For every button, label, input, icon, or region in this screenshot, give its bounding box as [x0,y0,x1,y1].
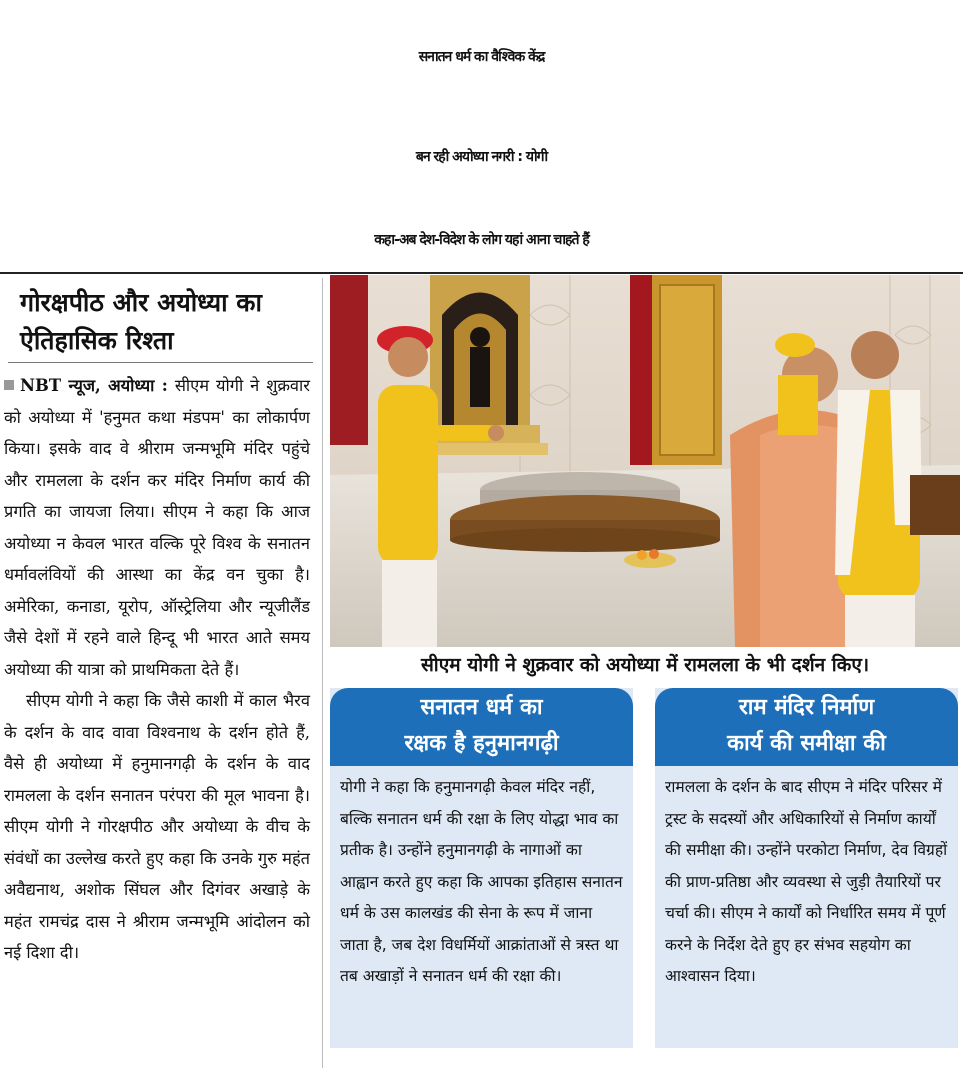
box-ram-mandir-header [655,688,958,766]
sub-headline: कहा-अब देश-विदेश के लोग यहां आना चाहते हैं [374,232,589,248]
box-hanumangarhi-title-1: सनातन धर्म का [420,695,543,720]
box-hanumangarhi [330,688,633,1048]
headline-line-2: बन रही अयोध्या नगरी : योगी [415,149,548,165]
headline-line-1: सनातन धर्म का वैश्विक केंद्र [418,49,545,65]
side-story-para-1 [4,370,310,685]
temple-photo [330,275,960,647]
box-hanumangarhi-body: योगी ने कहा कि हनुमानगढ़ी केवल मंदिर नहीं, बल्कि सनातन धर्म की रक्षा के लिए योद्धा भाव का प्रतीक है। उन्होंने हनुमानगढ़ी के नागाओं का आह्वान करते हुए कहा कि आपका इतिहास सनातन धर्म के उस कालखंड की सेना के रूप में जाना जाता है, जब देश विधर्मियों आक्रांताओं से त्रस्त था तब अखाड़ों ने सनातन धर्म की रक्षा की। [340,778,623,985]
headline-rule [0,272,963,274]
box-hanumangarhi-title-2: रक्षक है हनुमानगढ़ी [404,731,559,756]
box-ram-mandir [655,688,958,1048]
photo-caption: सीएम योगी ने शुक्रवार को अयोध्या में रामलला के भी दर्शन किए। [420,654,870,676]
temple-photo-illustration [330,275,960,647]
box-hanumangarhi-title [330,690,633,762]
person-yellow-turban [775,333,818,435]
bullet-square-icon [4,380,14,390]
side-story-para-2: सीएम योगी ने कहा कि जैसे काशी में काल भैरव के दर्शन के वाद वावा विश्वनाथ के दर्शन होते हैं, वैसे ही अयोध्या में हनुमानगढ़ी के दर्शन के वाद रामलला के दर्शन सनातन परंपरा की मूल भावना है। सीएम योगी ने गोरक्षपीठ और अयोध्या के वीच के संवंधों का उल्लेख करते हुए कहा कि उनके गुरु महंत अवैद्यनाथ, अशोक सिंघल और दिगंवर अखाड़े के महंत रामचंद्र दास ने श्रीराम जन्मभूमि आंदोलन को नई दिशा दी। [4,691,310,962]
side-story-para-1-text: सीएम योगी ने शुक्रवार को अयोध्या में 'हनुमत कथा मंडपम' का लोकार्पण किया। इसके वाद वे श्रीराम जन्मभूमि मंदिर पहुंचे और रामलला के दर्शन कर मंदिर निर्माण कार्य की प्रगति का जायजा लिया। सीएम ने कहा कि आज अयोध्या न केवल भारत वल्कि पूरे विश्व के सनातन धर्मावलंवियों की आस्था का केंद्र वन चुका है। अमेरिका, कनाडा, यूरोप, ऑस्ट्रेलिया और न्यूजीलैंड जैसे देशों में रहने वाले हिन्दू भी भारत आते समय अयोध्या की यात्रा को प्राथमिकता देते हैं। [4,376,310,679]
box-hanumangarhi-header [330,688,633,766]
side-story-body [4,370,310,969]
side-heading-rule [8,362,313,363]
left-column [0,278,320,1068]
box-ram-mandir-title [655,690,958,762]
dateline: NBT न्यूज, अयोध्या : [20,376,168,395]
column-rule [322,278,323,1068]
box-ram-mandir-body: रामलला के दर्शन के बाद सीएम ने मंदिर परिसर में ट्रस्ट के सदस्यों और अधिकारियों से निर्माण कार्यों की समीक्षा की। उन्होंने परकोटा निर्माण, देव विग्रहों की प्राण-प्रतिष्ठा और व्यवस्था से जुड़ी तैयारियों पर चर्चा की। सीएम ने कार्यों को निर्धारित समय में पूर्ण करने के निर्देश देते हुए हर संभव सहयोग का आश्वासन दिया। [665,778,948,985]
box-ram-mandir-title-1: राम मंदिर निर्माण [738,695,875,720]
box-ram-mandir-title-2: कार्य की समीक्षा की [727,731,886,756]
side-story-heading: गोरक्षपीठ और अयोध्या का ऐतिहासिक रिश्ता [20,288,262,355]
